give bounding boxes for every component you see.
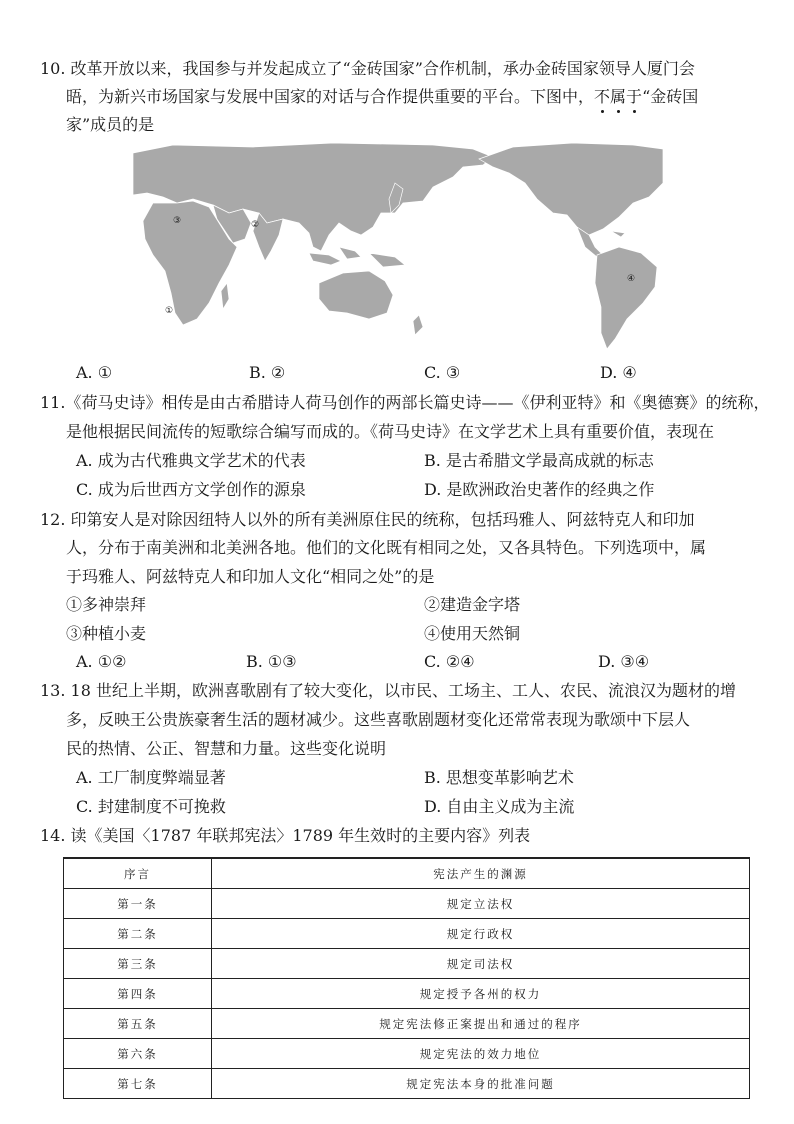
q11-line-1: 11.《荷马史诗》相传是由古希腊诗人荷马创作的两部长篇史诗——《伊利亚特》和《奥德赛》的统称， (40, 393, 770, 412)
q12-item-2: ②建造金字塔 (424, 595, 521, 614)
q10-line-2-text: 晤，为新兴市场国家与发展中国家的对话与合作提供重要的平台。下图中， (66, 87, 595, 106)
marker-2: ② (251, 220, 260, 230)
q12-item-1: ①多神崇拜 (66, 595, 147, 614)
q10-emphasis-char: 属 (610, 87, 626, 106)
q11-option-b: B. 是古希腊文学最高成就的标志 (424, 451, 654, 470)
q11-line-2: 是他根据民间流传的短歌综合编写而成的。《荷马史诗》在文学艺术上具有重要价值，表现在 (66, 422, 715, 441)
table-cell-key: 序言 (64, 858, 212, 889)
q13-line-2: 多，反映王公贵族豪奢生活的题材减少。这些喜歌剧题材变化还常常表现为歌颂中下层人 (66, 710, 691, 729)
q10-line-2 (66, 86, 698, 108)
table-row (64, 889, 750, 919)
table-cell-value: 规定宪法修正案提出和通过的程序 (212, 1009, 750, 1039)
q11-option-a: A. 成为古代雅典文学艺术的代表 (76, 451, 306, 470)
q12-line-2: 人，分布于南美洲和北美洲各地。他们的文化既有相同之处，又各具特色。下列选项中，属 (66, 538, 707, 557)
q13-line-1: 13. 18 世纪上半期，欧洲喜歌剧有了较大变化，以市民、工场主、工人、农民、流浪汉为题材的增 (40, 681, 736, 700)
marker-3: ③ (173, 216, 182, 226)
q12-option-d: D. ③④ (598, 652, 650, 671)
q13-option-a: A. 工厂制度弊端显著 (76, 768, 226, 787)
q10-option-a: A. ① (76, 363, 113, 382)
table-row (64, 919, 750, 949)
table-cell-key: 第六条 (64, 1039, 212, 1069)
table-row (64, 949, 750, 979)
emphasis-dot (633, 110, 636, 113)
q14-line-1: 14. 读《美国〈1787 年联邦宪法〉1789 年生效时的主要内容》列表 (40, 826, 531, 845)
q12-line-1: 12. 印第安人是对除因纽特人以外的所有美洲原住民的统称，包括玛雅人、阿兹特克人和印加 (40, 510, 695, 529)
table-cell-key: 第七条 (64, 1069, 212, 1099)
q13-option-b: B. 思想变革影响艺术 (424, 768, 574, 787)
q13-option-d: D. 自由主义成为主流 (424, 797, 575, 816)
q10-line-2-end: “金砖国 (642, 87, 699, 106)
world-map-svg (133, 143, 663, 350)
q12-item-3: ③种植小麦 (66, 624, 147, 643)
marker-1: ① (165, 306, 174, 316)
table-cell-value: 规定立法权 (212, 889, 750, 919)
table-cell-value: 规定宪法的效力地位 (212, 1039, 750, 1069)
table-cell-value: 规定宪法本身的批准问题 (212, 1069, 750, 1099)
q10-emphasis-char: 不 (594, 87, 610, 106)
table-cell-key: 第五条 (64, 1009, 212, 1039)
table-cell-value: 规定授予各州的权力 (212, 979, 750, 1009)
q11-option-c: C. 成为后世西方文学创作的源泉 (76, 480, 306, 499)
q12-option-b: B. ①③ (246, 652, 297, 671)
q10-option-c: C. ③ (424, 363, 461, 382)
q10-option-b: B. ② (249, 363, 286, 382)
q12-option-a: A. ①② (76, 652, 127, 671)
marker-4: ④ (627, 274, 636, 284)
q10-line-1: 10. 改革开放以来，我国参与并发起成立了“金砖国家”合作机制，承办金砖国家领导人厦门会 (40, 59, 695, 78)
table-row (64, 1009, 750, 1039)
q12-line-3: 于玛雅人、阿兹特克人和印加人文化“相同之处”的是 (66, 567, 435, 586)
q13-line-3: 民的热情、公正、智慧和力量。这些变化说明 (66, 739, 387, 758)
table-cell-value: 规定司法权 (212, 949, 750, 979)
q13-option-c: C. 封建制度不可挽救 (76, 797, 226, 816)
emphasis-dot (601, 110, 604, 113)
table-row (64, 1039, 750, 1069)
table-row (64, 979, 750, 1009)
table-cell-key: 第四条 (64, 979, 212, 1009)
q10-emphasis-wrap (594, 87, 642, 106)
q10-line-3: 家”成员的是 (66, 115, 155, 134)
table-row (64, 858, 750, 889)
emphasis-dot (617, 110, 620, 113)
table-cell-value: 规定行政权 (212, 919, 750, 949)
q10-option-d: D. ④ (600, 363, 637, 382)
table-row (64, 1069, 750, 1099)
table-cell-key: 第一条 (64, 889, 212, 919)
table-cell-key: 第二条 (64, 919, 212, 949)
q12-option-c: C. ②④ (424, 652, 475, 671)
table-cell-value: 宪法产生的渊源 (212, 858, 750, 889)
q11-option-d: D. 是欧洲政治史著作的经典之作 (424, 480, 655, 499)
q12-item-4: ④使用天然铜 (424, 624, 521, 643)
constitution-table (63, 857, 750, 1099)
table-cell-key: 第三条 (64, 949, 212, 979)
world-map (133, 143, 663, 350)
q10-emphasis-char: 于 (626, 87, 642, 106)
